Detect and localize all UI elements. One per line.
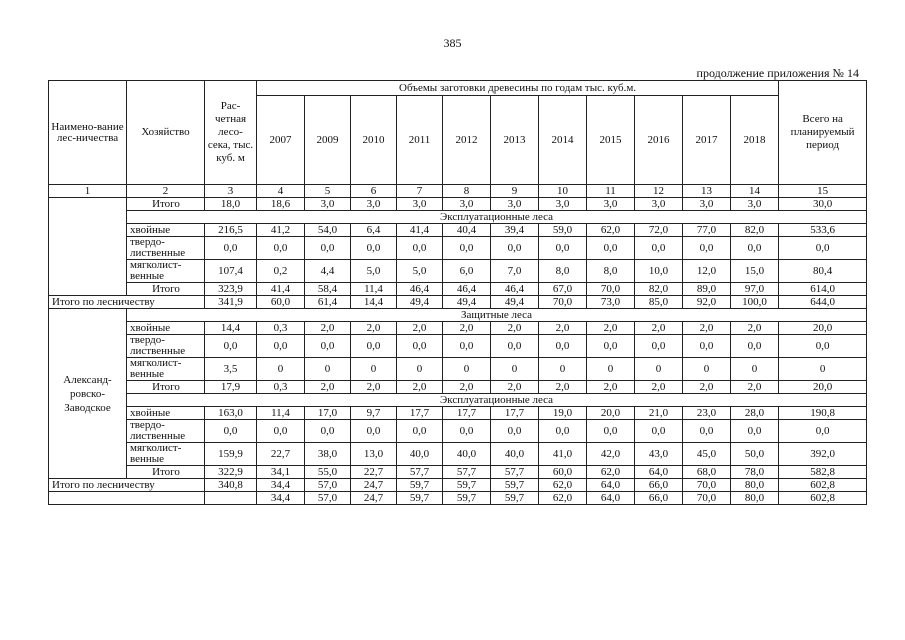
page-number: 385 bbox=[443, 36, 462, 50]
row-value: 0,0 bbox=[257, 335, 305, 358]
harvest-table bbox=[48, 80, 867, 505]
row-value: 0,0 bbox=[635, 420, 683, 443]
row-value: 59,7 bbox=[491, 492, 539, 505]
row-label: мягколист-венные bbox=[127, 260, 205, 283]
row-value: 19,0 bbox=[539, 407, 587, 420]
row-value: 0 bbox=[351, 358, 397, 381]
row-value: 602,8 bbox=[779, 479, 867, 492]
row-value: 17,9 bbox=[205, 381, 257, 394]
column-number: 2 bbox=[127, 185, 205, 198]
column-number: 11 bbox=[587, 185, 635, 198]
row-value: 8,0 bbox=[587, 260, 635, 283]
forestry-name: Александ-ровско-Заводское bbox=[49, 309, 127, 479]
row-value: 2,0 bbox=[635, 381, 683, 394]
row-label: мягколист-венные bbox=[127, 358, 205, 381]
row-value: 0,0 bbox=[443, 420, 491, 443]
column-number: 4 bbox=[257, 185, 305, 198]
row-value: 38,0 bbox=[305, 443, 351, 466]
row-value: 0,0 bbox=[731, 420, 779, 443]
column-number: 3 bbox=[205, 185, 257, 198]
row-value: 2,0 bbox=[305, 322, 351, 335]
row-value: 533,6 bbox=[779, 224, 867, 237]
row-value: 4,4 bbox=[305, 260, 351, 283]
row-value: 3,0 bbox=[587, 198, 635, 211]
row-value: 11,4 bbox=[351, 283, 397, 296]
row-value: 100,0 bbox=[731, 296, 779, 309]
row-value: 2,0 bbox=[587, 322, 635, 335]
column-number: 8 bbox=[443, 185, 491, 198]
row-value: 14,4 bbox=[205, 322, 257, 335]
row-value: 0,3 bbox=[257, 322, 305, 335]
table-row bbox=[49, 335, 867, 358]
forestry-name-empty bbox=[49, 198, 127, 296]
row-value: 0 bbox=[397, 358, 443, 381]
section-title: Эксплуатационные леса bbox=[127, 394, 867, 407]
row-value: 0 bbox=[539, 358, 587, 381]
row-value: 7,0 bbox=[491, 260, 539, 283]
row-value: 3,0 bbox=[491, 198, 539, 211]
row-value: 97,0 bbox=[731, 283, 779, 296]
row-value: 602,8 bbox=[779, 492, 867, 505]
section-row bbox=[49, 394, 867, 407]
table-row bbox=[49, 420, 867, 443]
row-value: 57,7 bbox=[397, 466, 443, 479]
row-value: 2,0 bbox=[351, 381, 397, 394]
header-year: 2015 bbox=[587, 96, 635, 185]
row-value: 62,0 bbox=[587, 466, 635, 479]
row-value: 6,4 bbox=[351, 224, 397, 237]
row-value: 3,0 bbox=[683, 198, 731, 211]
row-value: 0,0 bbox=[397, 237, 443, 260]
row-value: 159,9 bbox=[205, 443, 257, 466]
row-value: 17,7 bbox=[397, 407, 443, 420]
row-value: 0,0 bbox=[443, 237, 491, 260]
row-value: 82,0 bbox=[731, 224, 779, 237]
row-value: 59,7 bbox=[491, 479, 539, 492]
row-value: 582,8 bbox=[779, 466, 867, 479]
row-value: 107,4 bbox=[205, 260, 257, 283]
row-label: хвойные bbox=[127, 322, 205, 335]
row-value: 0 bbox=[587, 358, 635, 381]
row-value: 80,0 bbox=[731, 479, 779, 492]
row-value: 0,0 bbox=[779, 420, 867, 443]
row-value: 3,0 bbox=[305, 198, 351, 211]
row-value: 0,0 bbox=[539, 335, 587, 358]
row-value: 12,0 bbox=[683, 260, 731, 283]
row-value: 82,0 bbox=[635, 283, 683, 296]
row-label: Итого bbox=[127, 283, 205, 296]
row-value: 0,0 bbox=[587, 335, 635, 358]
row-value: 2,0 bbox=[635, 322, 683, 335]
table-row bbox=[49, 322, 867, 335]
row-value: 41,2 bbox=[257, 224, 305, 237]
row-value: 0,0 bbox=[539, 237, 587, 260]
row-value: 58,4 bbox=[305, 283, 351, 296]
row-value: 57,0 bbox=[305, 479, 351, 492]
row-value: 64,0 bbox=[587, 479, 635, 492]
row-value: 163,0 bbox=[205, 407, 257, 420]
row-value: 59,7 bbox=[443, 492, 491, 505]
row-value: 3,0 bbox=[397, 198, 443, 211]
row-label: твердо-лиственные bbox=[127, 335, 205, 358]
column-number: 7 bbox=[397, 185, 443, 198]
column-number: 5 bbox=[305, 185, 351, 198]
row-value: 34,4 bbox=[257, 492, 305, 505]
row-value: 46,4 bbox=[443, 283, 491, 296]
row-value: 0,0 bbox=[635, 237, 683, 260]
row-value: 17,7 bbox=[491, 407, 539, 420]
row-value: 2,0 bbox=[305, 381, 351, 394]
row-value: 0,0 bbox=[257, 420, 305, 443]
row-value: 70,0 bbox=[683, 492, 731, 505]
table-row bbox=[49, 283, 867, 296]
row-value: 0 bbox=[443, 358, 491, 381]
row-value: 0,2 bbox=[257, 260, 305, 283]
row-value: 0,0 bbox=[305, 420, 351, 443]
row-value: 0,0 bbox=[683, 420, 731, 443]
row-value: 3,0 bbox=[443, 198, 491, 211]
column-number: 6 bbox=[351, 185, 397, 198]
table-row bbox=[49, 407, 867, 420]
header-year: 2018 bbox=[731, 96, 779, 185]
row-value: 55,0 bbox=[305, 466, 351, 479]
row-value: 43,0 bbox=[635, 443, 683, 466]
row-value: 41,4 bbox=[397, 224, 443, 237]
table-row bbox=[49, 358, 867, 381]
table-row bbox=[49, 381, 867, 394]
row-value: 59,7 bbox=[443, 479, 491, 492]
row-value: 0,0 bbox=[779, 237, 867, 260]
row-value: 59,7 bbox=[397, 492, 443, 505]
row-value: 46,4 bbox=[397, 283, 443, 296]
row-value: 0,0 bbox=[351, 237, 397, 260]
header-year: 2014 bbox=[539, 96, 587, 185]
row-value: 10,0 bbox=[635, 260, 683, 283]
header-forestry: Наимено-вание лес-ничества bbox=[49, 81, 127, 185]
row-value: 89,0 bbox=[683, 283, 731, 296]
row-value: 45,0 bbox=[683, 443, 731, 466]
row-value: 0,0 bbox=[205, 335, 257, 358]
row-value: 30,0 bbox=[779, 198, 867, 211]
row-value: 21,0 bbox=[635, 407, 683, 420]
row-value: 322,9 bbox=[205, 466, 257, 479]
row-value: 62,0 bbox=[539, 479, 587, 492]
row-value: 2,0 bbox=[539, 322, 587, 335]
row-value: 0,0 bbox=[205, 237, 257, 260]
row-label: Итого по лесничеству bbox=[49, 479, 205, 492]
row-value: 49,4 bbox=[491, 296, 539, 309]
row-value: 22,7 bbox=[351, 466, 397, 479]
row-value: 0,0 bbox=[539, 420, 587, 443]
row-value: 14,4 bbox=[351, 296, 397, 309]
row-value: 0,0 bbox=[305, 237, 351, 260]
row-value: 78,0 bbox=[731, 466, 779, 479]
row-value: 0,0 bbox=[683, 335, 731, 358]
row-value: 41,0 bbox=[539, 443, 587, 466]
row-value: 28,0 bbox=[731, 407, 779, 420]
column-number: 13 bbox=[683, 185, 731, 198]
row-value: 2,0 bbox=[683, 322, 731, 335]
row-value: 2,0 bbox=[491, 381, 539, 394]
row-value: 216,5 bbox=[205, 224, 257, 237]
row-value: 5,0 bbox=[351, 260, 397, 283]
row-value: 323,9 bbox=[205, 283, 257, 296]
row-value: 0 bbox=[779, 358, 867, 381]
row-label: хвойные bbox=[127, 407, 205, 420]
row-value: 64,0 bbox=[587, 492, 635, 505]
row-value: 70,0 bbox=[587, 283, 635, 296]
row-value: 0,0 bbox=[491, 420, 539, 443]
table-row bbox=[49, 492, 867, 505]
row-value: 0,0 bbox=[683, 237, 731, 260]
row-value: 17,0 bbox=[305, 407, 351, 420]
header-year: 2010 bbox=[351, 96, 397, 185]
row-value: 2,0 bbox=[683, 381, 731, 394]
row-value: 644,0 bbox=[779, 296, 867, 309]
row-value: 2,0 bbox=[491, 322, 539, 335]
table-row bbox=[49, 224, 867, 237]
row-label: Итого по лесничеству bbox=[49, 296, 205, 309]
table-body bbox=[49, 81, 867, 505]
row-value: 80,0 bbox=[731, 492, 779, 505]
row-value: 80,4 bbox=[779, 260, 867, 283]
table-row bbox=[49, 466, 867, 479]
row-value: 20,0 bbox=[779, 381, 867, 394]
row-value: 72,0 bbox=[635, 224, 683, 237]
row-value: 59,7 bbox=[397, 479, 443, 492]
section-row bbox=[49, 309, 867, 322]
table-row bbox=[49, 296, 867, 309]
row-value: 20,0 bbox=[587, 407, 635, 420]
row-value: 40,4 bbox=[443, 224, 491, 237]
row-value: 54,0 bbox=[305, 224, 351, 237]
section-row bbox=[49, 211, 867, 224]
row-value: 0 bbox=[635, 358, 683, 381]
row-value: 20,0 bbox=[779, 322, 867, 335]
row-value bbox=[205, 492, 257, 505]
header-cutting-area: Рас-четная лесо-сека, тыс. куб. м bbox=[205, 81, 257, 185]
row-value: 0 bbox=[683, 358, 731, 381]
row-value: 3,0 bbox=[539, 198, 587, 211]
section-title: Защитные леса bbox=[127, 309, 867, 322]
header-total: Всего на планируемый период bbox=[779, 81, 867, 185]
row-value: 22,7 bbox=[257, 443, 305, 466]
row-value: 5,0 bbox=[397, 260, 443, 283]
row-value: 0,3 bbox=[257, 381, 305, 394]
row-value: 40,0 bbox=[443, 443, 491, 466]
row-value: 66,0 bbox=[635, 479, 683, 492]
row-value: 62,0 bbox=[587, 224, 635, 237]
row-value: 0,0 bbox=[635, 335, 683, 358]
column-number: 15 bbox=[779, 185, 867, 198]
row-value: 2,0 bbox=[443, 322, 491, 335]
row-label: Итого bbox=[127, 381, 205, 394]
row-value: 85,0 bbox=[635, 296, 683, 309]
header-year: 2009 bbox=[305, 96, 351, 185]
row-value: 2,0 bbox=[731, 381, 779, 394]
table-row bbox=[49, 237, 867, 260]
row-value: 0,0 bbox=[351, 420, 397, 443]
row-value: 18,0 bbox=[205, 198, 257, 211]
row-value: 0,0 bbox=[205, 420, 257, 443]
row-value: 49,4 bbox=[397, 296, 443, 309]
row-value: 13,0 bbox=[351, 443, 397, 466]
row-value: 57,0 bbox=[305, 492, 351, 505]
row-value: 0,0 bbox=[351, 335, 397, 358]
row-value: 2,0 bbox=[351, 322, 397, 335]
row-value: 18,6 bbox=[257, 198, 305, 211]
section-title: Эксплуатационные леса bbox=[127, 211, 867, 224]
row-value: 0 bbox=[491, 358, 539, 381]
row-value: 40,0 bbox=[397, 443, 443, 466]
header-year: 2007 bbox=[257, 96, 305, 185]
row-value: 2,0 bbox=[443, 381, 491, 394]
row-value: 70,0 bbox=[683, 479, 731, 492]
row-value: 0 bbox=[731, 358, 779, 381]
table-row bbox=[49, 260, 867, 283]
column-number: 12 bbox=[635, 185, 683, 198]
row-label: твердо-лиственные bbox=[127, 420, 205, 443]
row-label: Итого bbox=[127, 198, 205, 211]
row-label: твердо-лиственные bbox=[127, 237, 205, 260]
row-value: 0 bbox=[305, 358, 351, 381]
row-value: 614,0 bbox=[779, 283, 867, 296]
row-value: 0,0 bbox=[491, 335, 539, 358]
row-value: 59,0 bbox=[539, 224, 587, 237]
row-value: 24,7 bbox=[351, 479, 397, 492]
row-value: 0,0 bbox=[443, 335, 491, 358]
row-value: 60,0 bbox=[257, 296, 305, 309]
header-economy: Хозяйство bbox=[127, 81, 205, 185]
row-value: 42,0 bbox=[587, 443, 635, 466]
row-value: 62,0 bbox=[539, 492, 587, 505]
row-value: 190,8 bbox=[779, 407, 867, 420]
column-number: 1 bbox=[49, 185, 127, 198]
row-value: 49,4 bbox=[443, 296, 491, 309]
empty-cell bbox=[49, 492, 205, 505]
row-value: 0,0 bbox=[397, 420, 443, 443]
row-value: 57,7 bbox=[491, 466, 539, 479]
table-row bbox=[49, 443, 867, 466]
row-value: 0,0 bbox=[731, 237, 779, 260]
row-value: 2,0 bbox=[397, 381, 443, 394]
table-row bbox=[49, 198, 867, 211]
row-value: 66,0 bbox=[635, 492, 683, 505]
row-value: 0,0 bbox=[491, 237, 539, 260]
column-number: 9 bbox=[491, 185, 539, 198]
row-value: 0,0 bbox=[305, 335, 351, 358]
row-label: мягколист-венные bbox=[127, 443, 205, 466]
row-label: хвойные bbox=[127, 224, 205, 237]
header-years-group: Объемы заготовки древесины по годам тыс. куб.м. bbox=[257, 81, 779, 96]
row-value: 41,4 bbox=[257, 283, 305, 296]
row-value: 6,0 bbox=[443, 260, 491, 283]
row-value: 0,0 bbox=[587, 237, 635, 260]
row-value: 70,0 bbox=[539, 296, 587, 309]
column-number: 10 bbox=[539, 185, 587, 198]
row-value: 77,0 bbox=[683, 224, 731, 237]
row-value: 11,4 bbox=[257, 407, 305, 420]
header-year: 2017 bbox=[683, 96, 731, 185]
row-value: 68,0 bbox=[683, 466, 731, 479]
row-value: 34,1 bbox=[257, 466, 305, 479]
row-value: 9,7 bbox=[351, 407, 397, 420]
row-value: 340,8 bbox=[205, 479, 257, 492]
row-value: 64,0 bbox=[635, 466, 683, 479]
row-value: 0 bbox=[257, 358, 305, 381]
row-value: 73,0 bbox=[587, 296, 635, 309]
table-row bbox=[49, 479, 867, 492]
row-value: 15,0 bbox=[731, 260, 779, 283]
row-value: 40,0 bbox=[491, 443, 539, 466]
row-value: 23,0 bbox=[683, 407, 731, 420]
row-value: 24,7 bbox=[351, 492, 397, 505]
header-year: 2011 bbox=[397, 96, 443, 185]
row-value: 0,0 bbox=[397, 335, 443, 358]
row-value: 92,0 bbox=[683, 296, 731, 309]
row-value: 3,0 bbox=[351, 198, 397, 211]
row-value: 0,0 bbox=[779, 335, 867, 358]
row-value: 2,0 bbox=[397, 322, 443, 335]
header-year: 2013 bbox=[491, 96, 539, 185]
row-value: 8,0 bbox=[539, 260, 587, 283]
column-numbers-row bbox=[49, 185, 867, 198]
row-label: Итого bbox=[127, 466, 205, 479]
row-value: 392,0 bbox=[779, 443, 867, 466]
row-value: 34,4 bbox=[257, 479, 305, 492]
header-year: 2016 bbox=[635, 96, 683, 185]
column-number: 14 bbox=[731, 185, 779, 198]
row-value: 67,0 bbox=[539, 283, 587, 296]
row-value: 3,0 bbox=[731, 198, 779, 211]
row-value: 17,7 bbox=[443, 407, 491, 420]
row-value: 0,0 bbox=[257, 237, 305, 260]
row-value: 46,4 bbox=[491, 283, 539, 296]
row-value: 57,7 bbox=[443, 466, 491, 479]
row-value: 39,4 bbox=[491, 224, 539, 237]
row-value: 3,5 bbox=[205, 358, 257, 381]
row-value: 61,4 bbox=[305, 296, 351, 309]
header-year: 2012 bbox=[443, 96, 491, 185]
row-value: 60,0 bbox=[539, 466, 587, 479]
row-value: 341,9 bbox=[205, 296, 257, 309]
appendix-note: продолжение приложения № 14 bbox=[696, 66, 859, 80]
row-value: 2,0 bbox=[587, 381, 635, 394]
row-value: 50,0 bbox=[731, 443, 779, 466]
row-value: 0,0 bbox=[731, 335, 779, 358]
row-value: 0,0 bbox=[587, 420, 635, 443]
row-value: 3,0 bbox=[635, 198, 683, 211]
row-value: 2,0 bbox=[731, 322, 779, 335]
row-value: 2,0 bbox=[539, 381, 587, 394]
